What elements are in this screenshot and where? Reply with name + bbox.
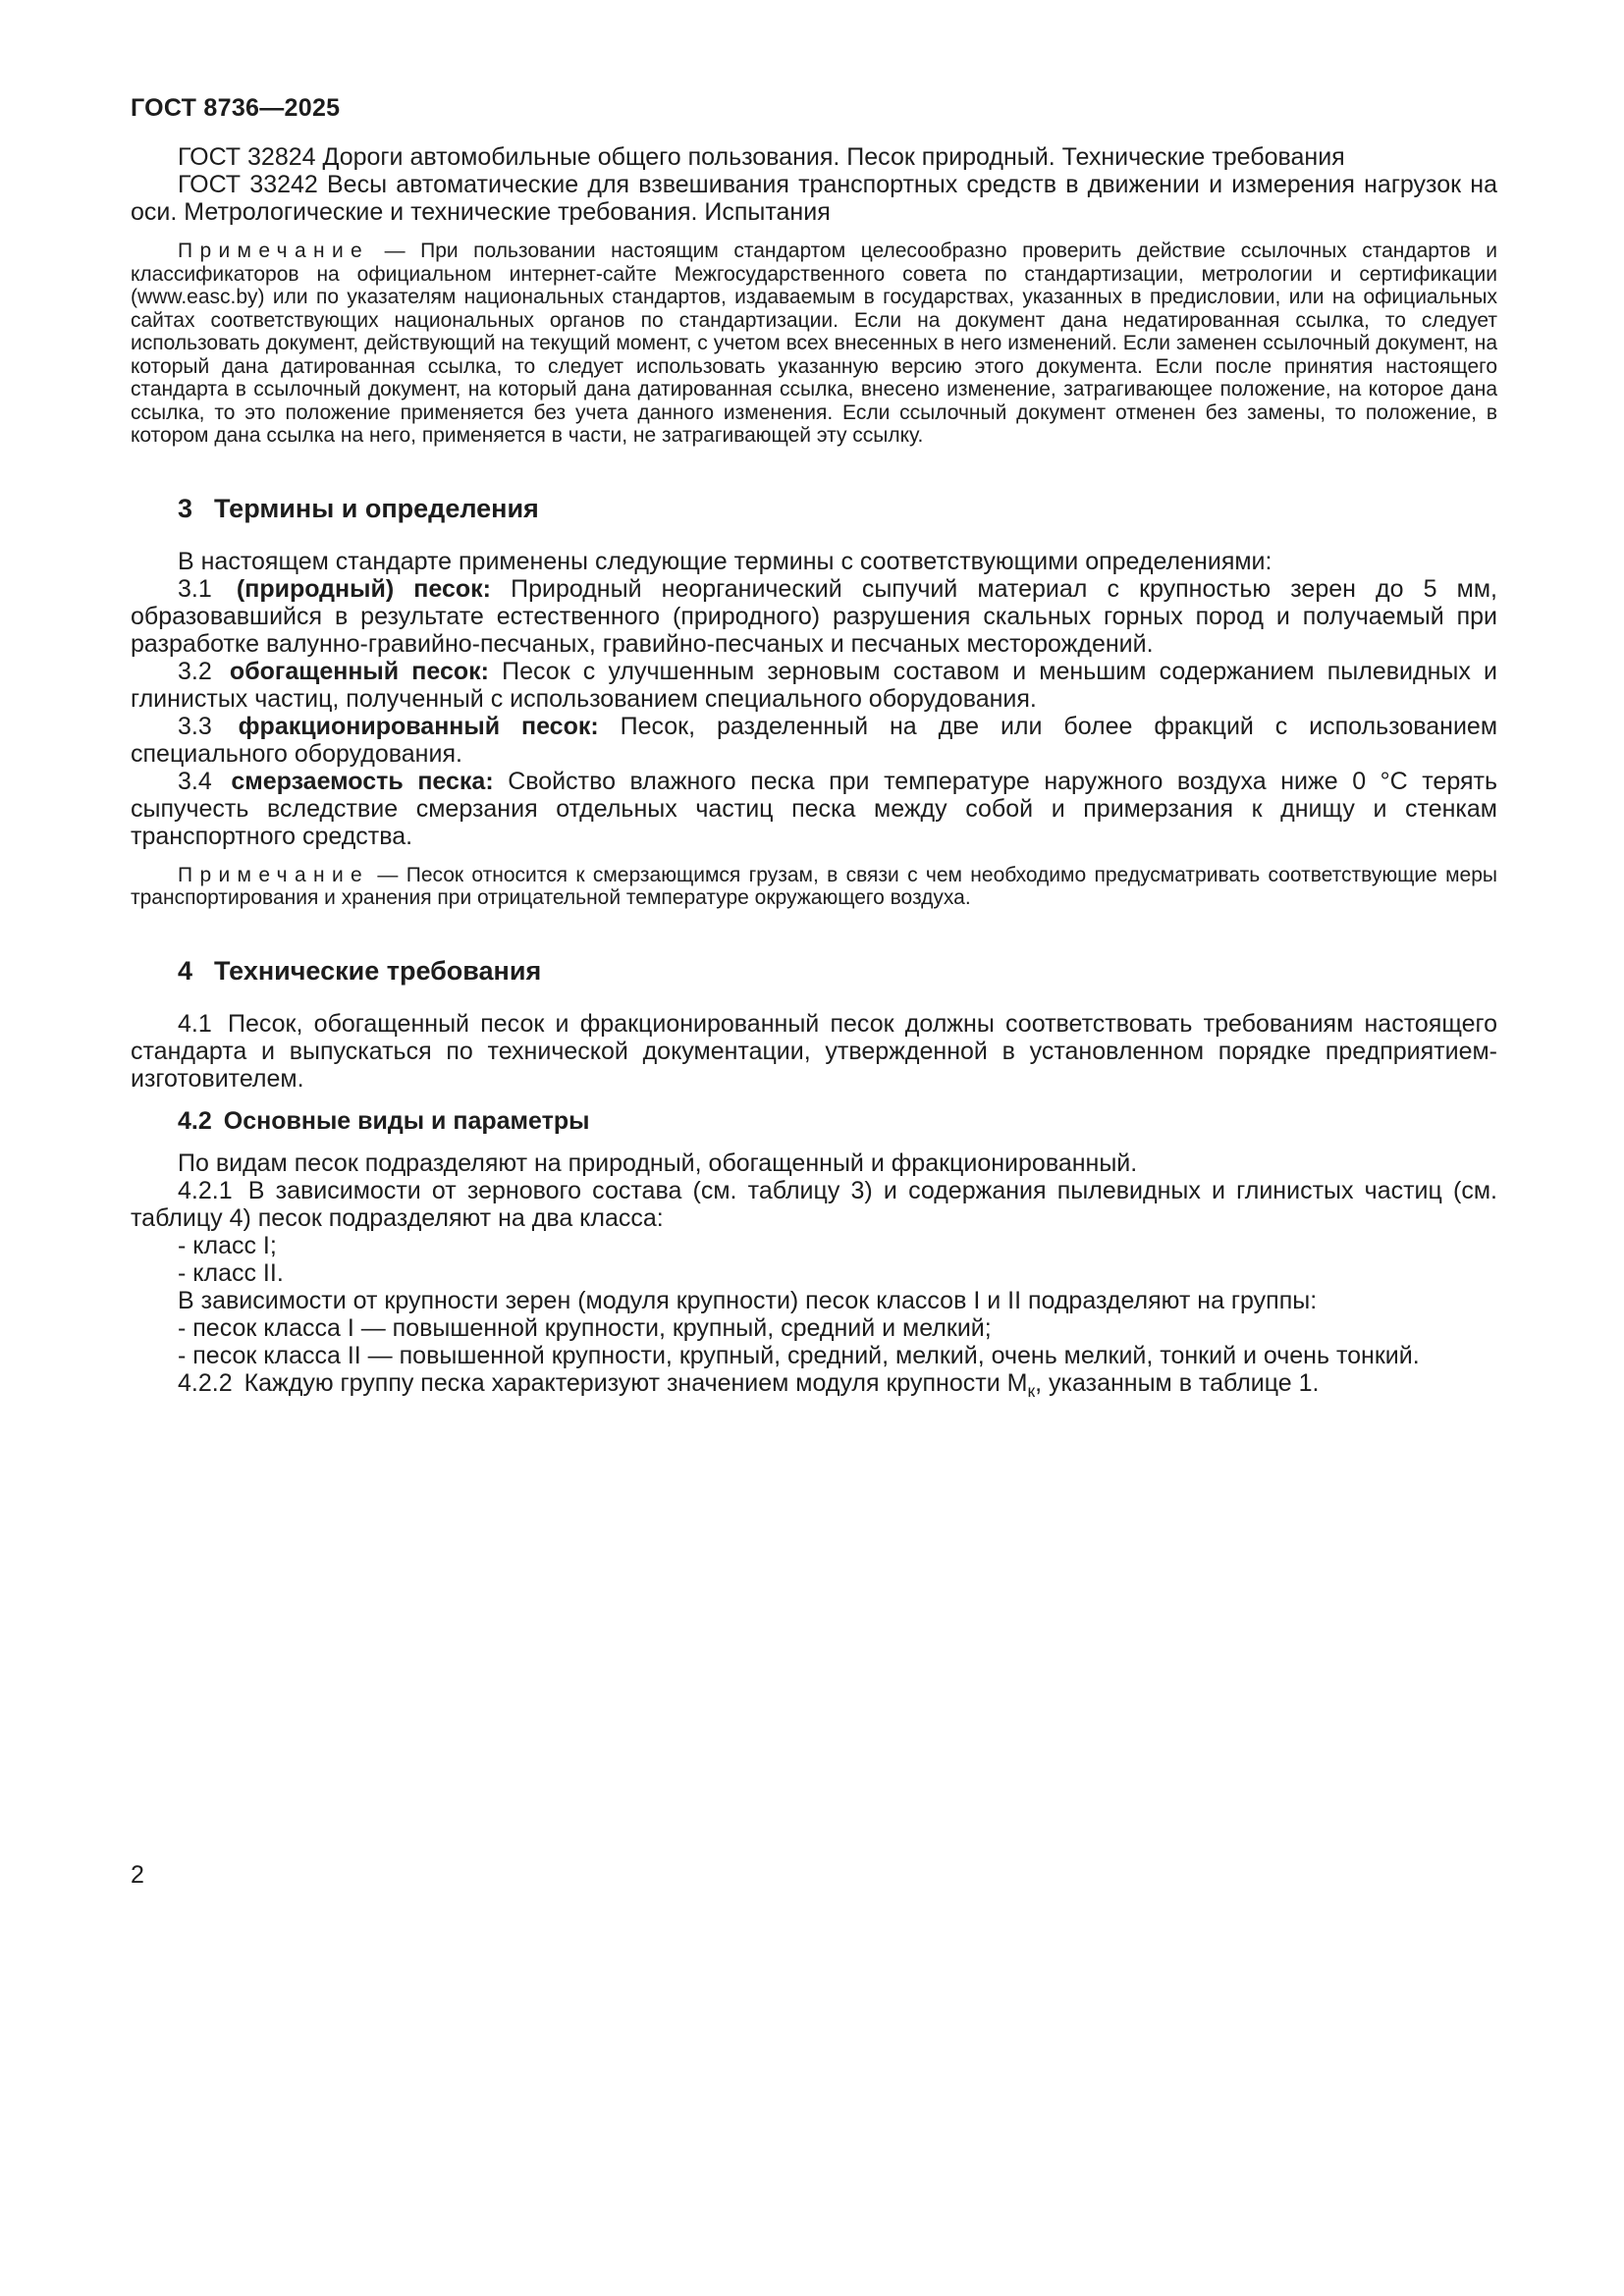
reference-gost-33242: ГОСТ 33242 Весы автоматические для взвешивания транспортных средств в движении и измерения нагрузок на оси. Метрологические и технические требования. Испытания [131, 171, 1497, 226]
sand-types-paragraph: По видам песок подразделяют на природный, обогащенный и фракционированный. [178, 1148, 1138, 1177]
term-number: 3.1 [178, 574, 212, 603]
page-number: 2 [131, 1861, 144, 1889]
section-4-title: Технические требования [214, 955, 542, 986]
term-3-2 [131, 658, 1497, 713]
para-4-2-1 [131, 1177, 1497, 1232]
section-4-number: 4 [178, 955, 193, 986]
note-label: Примечание [178, 240, 370, 262]
modulus-subscript: к [1027, 1380, 1036, 1401]
paragraph-number: 4.2.2 [178, 1368, 233, 1397]
section-3-number: 3 [178, 493, 193, 523]
section-3-heading [131, 493, 1497, 524]
reference-gost-32824: ГОСТ 32824 Дороги автомобильные общего пользования. Песок природный. Технические требования [178, 143, 1345, 171]
term-definition: Песок, разделенный на две или более фракций с использованием специального оборудования. [131, 712, 1498, 768]
para-4-2-2 [131, 1369, 1497, 1405]
term-name: (природный) песок: [236, 574, 491, 603]
term-definition: Свойство влажного песка при температуре наружного воздуха ниже 0 °С терять сыпучесть вследствие смерзания отдельных частиц песка между собой и примерзания к днищу и стенкам транспортного средства. [131, 767, 1497, 850]
text-before-subscript: Каждую группу песка характеризуют значением модуля крупности М [244, 1368, 1028, 1397]
term-definition: Природный неорганический сыпучий материал с крупностью зерен до 5 мм, образовавшийся в результате естественного (природного) разрушения скальных горных пород и получаемый при разработке валунно-гравийно-песчаных, гравийно-песчаных и песчаных месторождений. [131, 574, 1497, 658]
section-4-heading [131, 955, 1497, 987]
group-list-item: - песок класса I — повышенной крупности, крупный, средний и мелкий; [178, 1313, 992, 1342]
term-definition: Песок с улучшенным зерновым составом и меньшим содержанием пылевидных и глинистых частиц, полученный с использованием специального оборудования. [131, 657, 1497, 713]
term-3-3 [131, 713, 1497, 768]
term-3-1 [131, 575, 1497, 658]
term-number: 3.3 [178, 712, 212, 740]
term-name: обогащенный песок: [229, 657, 489, 685]
terms-intro-paragraph: В настоящем стандарте применены следующие термины с соответствующими определениями: [178, 547, 1272, 575]
subsection-title: Основные виды и параметры [223, 1106, 590, 1135]
note-dash: — [384, 240, 406, 262]
note-dash: — [377, 863, 399, 886]
paragraph-number: 4.2.1 [178, 1176, 233, 1204]
subsection-4-2-heading [131, 1107, 1497, 1135]
class-list-item: - класс II. [178, 1258, 284, 1287]
paragraph-text: В зависимости от зернового состава (см. таблицу 3) и содержания пылевидных и глинистых частиц (см. таблицу 4) песок подразделяют на два класса: [131, 1176, 1497, 1232]
note-text: При пользовании настоящим стандартом целесообразно проверить действие ссылочных стандартов и классификаторов на официальном интернет-сайте Межгосударственного совета по стандартизации, метрологии и сертификации (www.easc.by) или по указателям национальных стандартов, издаваемым в государствах, указанных в предисловии, или на официальных сайтах соответствующих национальных органов по стандартизации. Если на документ дана недатированная ссылка, то следует использовать документ, действующий на текущий момент, с учетом всех внесенных в него изменений. Если заменен ссылочный документ, на который дана датированная ссылка, то следует использовать указанную версию этого документа. Если после принятия настоящего стандарта в ссылочный документ, на который дана датированная ссылка, внесено изменение, затрагивающее положение, на которое дана ссылка, то это положение применяется без учета данного изменения. Если ссылочный документ отменен без замены, то положение, в котором дана ссылка на него, применяется в части, не затрагивающей эту ссылку. [131, 240, 1497, 447]
note-label: Примечание [178, 863, 370, 886]
paragraph-text [244, 1368, 1320, 1401]
term-number: 3.2 [178, 657, 212, 685]
freezing-note [131, 864, 1497, 910]
paragraph-number: 4.1 [178, 1009, 212, 1038]
class-list-item: - класс I; [178, 1231, 277, 1259]
term-name: смерзаемость песка: [231, 767, 494, 795]
document-body [131, 143, 1497, 1405]
subsection-number: 4.2 [178, 1106, 212, 1135]
paragraph-text: Песок, обогащенный песок и фракционированный песок должны соответствовать требованиям настоящего стандарта и выпускаться по технической документации, утвержденной в установленном порядке предприятием-изготовителем. [131, 1009, 1497, 1093]
groups-intro-paragraph: В зависимости от крупности зерен (модуля крупности) песок классов I и II подразделяют на группы: [178, 1286, 1318, 1314]
term-3-4 [131, 768, 1497, 850]
term-number: 3.4 [178, 767, 212, 795]
para-4-1 [131, 1010, 1497, 1093]
references-note [131, 240, 1497, 448]
document-code: ГОСТ 8736—2025 [131, 94, 341, 122]
note-text: Песок относится к смерзающимся грузам, в связи с чем необходимо предусматривать соответствующие меры транспортирования и хранения при отрицательной температуре окружающего воздуха. [131, 863, 1497, 909]
section-3-title: Термины и определения [214, 493, 539, 523]
term-name: фракционированный песок: [238, 712, 599, 740]
text-after-subscript: , указанным в таблице 1. [1035, 1368, 1320, 1397]
group-list-item: - песок класса II — повышенной крупности, крупный, средний, мелкий, очень мелкий, тонкий и очень тонкий. [178, 1341, 1420, 1369]
